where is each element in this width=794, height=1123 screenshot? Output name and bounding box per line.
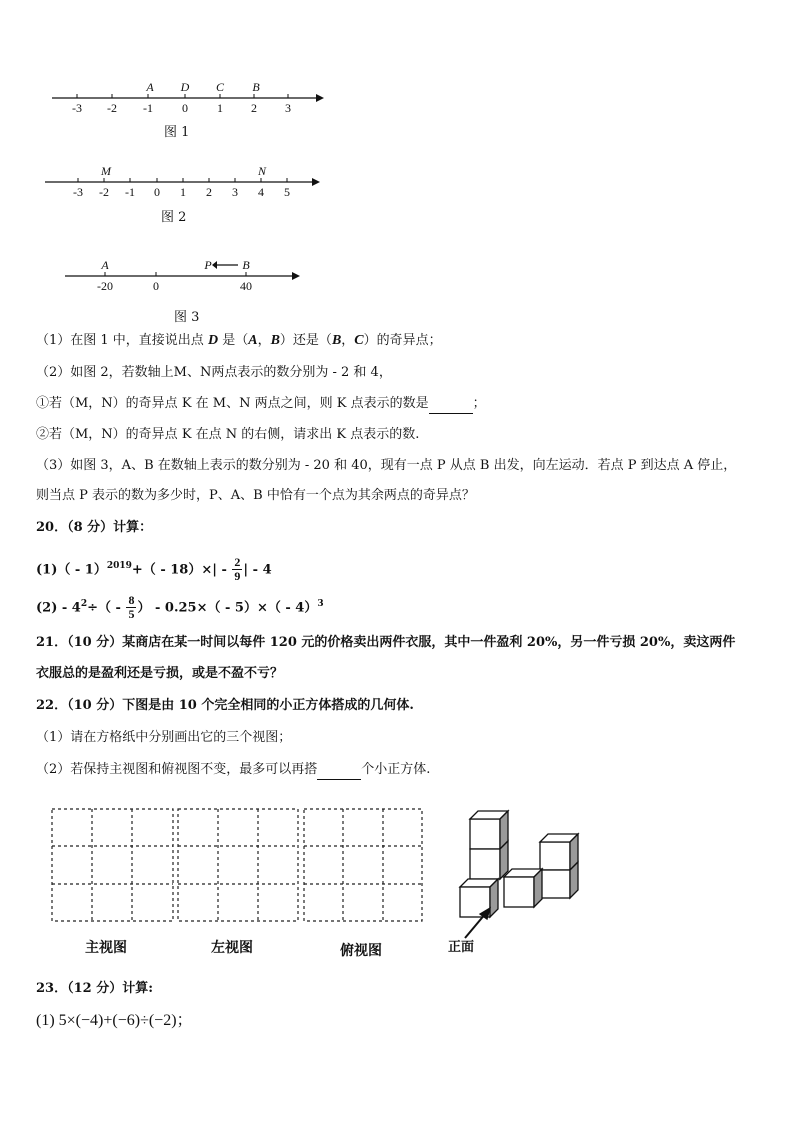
q22-title: 22．（10 分）下图是由 10 个完全相同的小正方体搭成的几何体. (36, 698, 414, 713)
answer-blank[interactable] (429, 395, 473, 414)
q21-line1: 21．（10 分）某商店在某一时间以每件 120 元的价格卖出两件衣服，其中一件盈利 20%，另一件亏损 20%，卖这两件 (36, 635, 736, 650)
tick-label: 4 (258, 185, 264, 199)
top-view-grid[interactable] (304, 809, 422, 921)
q23-title: 23．（12 分）计算: (36, 981, 154, 996)
point-label-d: D (180, 80, 190, 94)
q23-expression-1: (1) 5×(−4)+(−6)÷(−2)； (36, 1012, 193, 1029)
tick-label: -1 (125, 185, 135, 199)
stacked-cubes-figure (460, 811, 578, 938)
tick-label: 5 (284, 185, 290, 199)
arrow-head-icon (312, 178, 320, 186)
point-label-c: C (215, 80, 225, 94)
q20-expression-1: (1)（ - 1）$^{2019}$+（ - 18）×| - $\frac{2}{9}$ | - 4 (36, 555, 272, 584)
tick-label: -3 (72, 101, 82, 115)
arrow-head-icon (292, 272, 300, 280)
tick-label: 2 (206, 185, 212, 199)
tick-label: -1 (143, 101, 153, 115)
q22-part2: （2）若保持主视图和俯视图不变，最多可以再搭 个小正方体. (36, 761, 430, 780)
tick-label: 0 (182, 101, 188, 115)
q19-part3-line2: 则当点 P 表示的数为多少时，P、A、B 中恰有一个点为其余两点的奇异点？ (36, 488, 475, 503)
arrow-head-icon (316, 94, 324, 102)
left-view-grid[interactable] (178, 809, 298, 921)
top-view-label: 俯视图 (340, 943, 382, 959)
q22-part1: （1）请在方格纸中分别画出它的三个视图； (36, 730, 292, 745)
point-label-b: B (252, 80, 260, 94)
q19-part2-ii: ②若（M，N）的奇异点 K 在点 N 的右侧，请求出 K 点表示的数. (36, 427, 420, 442)
figure-2-caption: 图 2 (161, 210, 187, 225)
tick-label: 3 (285, 101, 291, 115)
tick-label: 40 (240, 279, 252, 293)
number-line-figure-3 (60, 256, 320, 296)
q20-expression-2: $(2) - 4^2\div$（ - $\frac{8}{5}$ ） - 0.25×（ - 5）×（ - 4）$^3$ (36, 593, 324, 622)
q19-part1: （1）在图 1 中，直接说出点 D 是（A，B）还是（B，C）的奇异点； (36, 333, 442, 348)
tick-label: -2 (107, 101, 117, 115)
main-view-label: 主视图 (85, 940, 127, 956)
q19-part2: （2）如图 2，若数轴上M、N两点表示的数分别为 - 2 和 4， (36, 365, 392, 380)
point-label-b: B (242, 258, 250, 272)
tick-label: 0 (154, 185, 160, 199)
number-line-figure-2 (40, 162, 330, 202)
answer-blank[interactable] (317, 761, 361, 780)
tick-label: 1 (180, 185, 186, 199)
left-view-label: 左视图 (211, 940, 253, 956)
tick-label: 1 (217, 101, 223, 115)
tick-label: -20 (97, 279, 113, 293)
tick-label: 3 (232, 185, 238, 199)
number-line-2-svg (40, 162, 330, 202)
number-line-1-svg (40, 78, 330, 118)
tick-label: 2 (251, 101, 257, 115)
tick-label: 0 (153, 279, 159, 293)
arrow-head-icon (212, 261, 217, 269)
point-label-p: P (204, 258, 212, 272)
point-label-n: N (257, 164, 267, 178)
tick-label: -2 (99, 185, 109, 199)
main-view-grid[interactable] (52, 809, 173, 921)
number-line-figure-1 (40, 78, 330, 118)
tick-label: -3 (73, 185, 83, 199)
q19-part3-line1: （3）如图 3，A、B 在数轴上表示的数分别为 - 20 和 40，现有一点 P 从点 B 出发，向左运动．若点 P 到达点 A 停止， (36, 458, 737, 473)
point-label-m: M (101, 164, 111, 178)
fraction: $\frac{2}{9}$ (234, 555, 241, 584)
point-label-a: A (101, 258, 109, 272)
figure-3-caption: 图 3 (174, 310, 200, 325)
q19-part2-i: ①若（M，N）的奇异点 K 在 M、N 两点之间，则 K 点表示的数是 ； (36, 395, 486, 414)
number-line-3-svg (60, 256, 320, 296)
figure-1-caption: 图 1 (164, 125, 190, 140)
point-label-a: A (146, 80, 154, 94)
front-label: 正面 (448, 940, 475, 955)
q21-line2: 衣服总的是盈利还是亏损，或是不盈不亏？ (36, 666, 284, 681)
q20-title: 20．（8 分）计算： (36, 520, 153, 535)
fraction: $\frac{8}{5}$ (128, 593, 135, 622)
